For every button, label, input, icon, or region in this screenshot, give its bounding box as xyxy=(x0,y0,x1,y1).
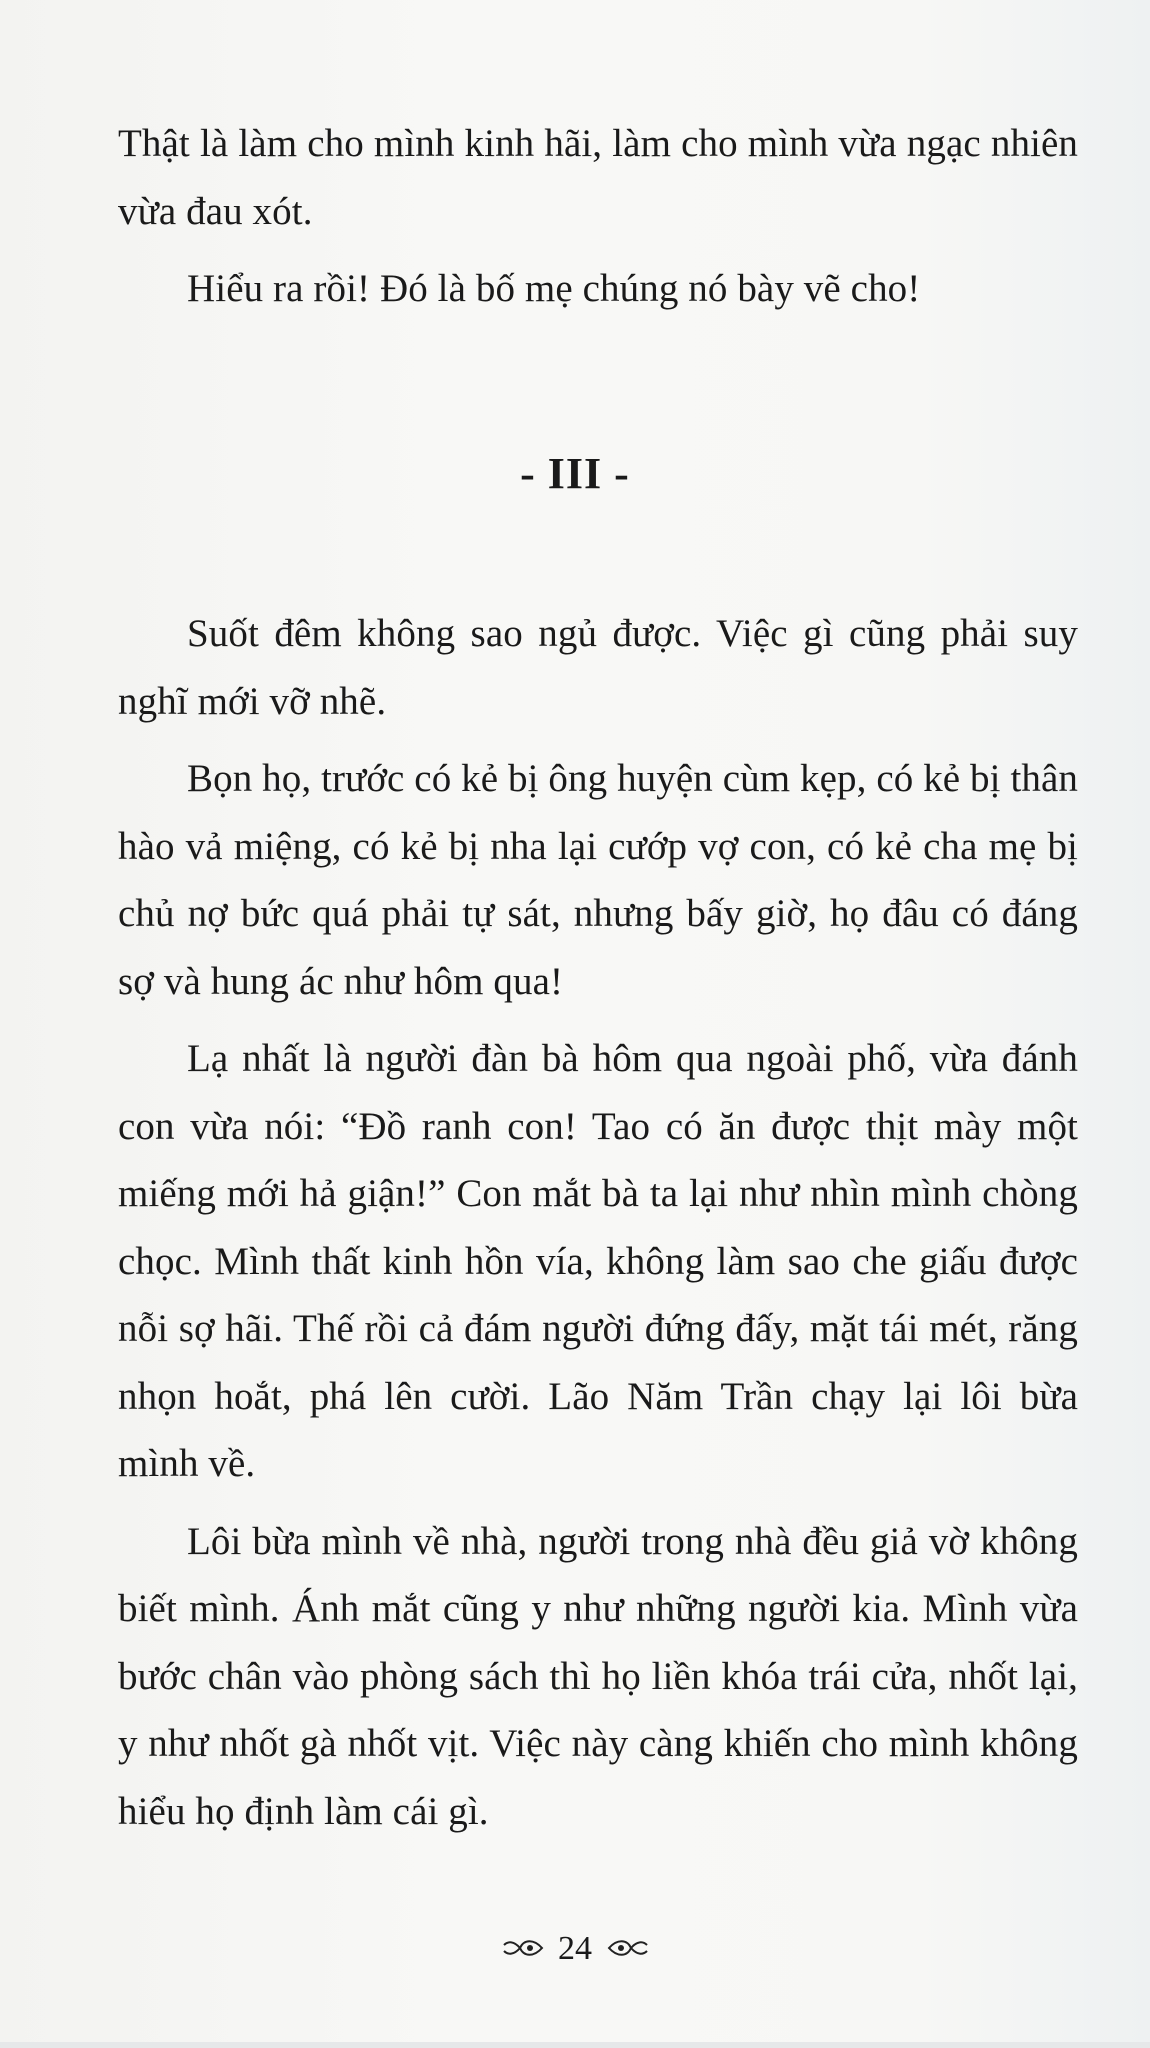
paragraph-realization: Hiểu ra rồi! Đó là bố mẹ chúng nó bày vẽ cho! xyxy=(187,267,921,310)
page-footer xyxy=(0,1930,1150,1968)
ornament-left-icon xyxy=(502,1935,544,1968)
page-bottom-edge xyxy=(0,2042,1150,2048)
chapter-heading: - III - xyxy=(520,449,630,498)
main-text-block xyxy=(118,600,1078,1845)
top-text-block xyxy=(118,110,1078,323)
paragraph-woman: Lạ nhất là người đàn bà hôm qua ngoài phố, vừa đánh con vừa nói: “Đồ ranh con! Tao có ăn được thịt mày một miếng mới hả giận!” Con mắt bà ta lại như nhìn mình chòng chọc. Mình thất kinh hồn vía, không làm sao che giấu được nỗi sợ hãi. Thế rồi cả đám người đứng đấy, mặt tái mét, răng nhọn hoắt, phá lên cười. Lão Năm Trần chạy lại lôi bừa mình về. xyxy=(118,1037,1078,1485)
paragraph-locked-in: Lôi bừa mình về nhà, người trong nhà đều giả vờ không biết mình. Ánh mắt cũng y như những người kia. Mình vừa bước chân vào phòng sách thì họ liền khóa trái cửa, nhốt lại, y như nhốt gà nhốt vịt. Việc này càng khiến cho mình không hiểu họ định làm cái gì. xyxy=(118,1519,1078,1833)
page-number: 24 xyxy=(558,1930,592,1967)
paragraph-continuation: Thật là làm cho mình kinh hãi, làm cho mình vừa ngạc nhiên vừa đau xót. xyxy=(118,122,1078,233)
ornament-right-icon xyxy=(607,1935,649,1968)
paragraph-people: Bọn họ, trước có kẻ bị ông huyện cùm kẹp, có kẻ bị thân hào vả miệng, có kẻ bị nha lại cướp vợ con, có kẻ cha mẹ bị chủ nợ bức quá phải tự sát, nhưng bấy giờ, họ đâu có đáng sợ và hung ác như hôm qua! xyxy=(118,757,1078,1003)
paragraph-sleepless: Suốt đêm không sao ngủ được. Việc gì cũng phải suy nghĩ mới vỡ nhẽ. xyxy=(118,612,1078,723)
